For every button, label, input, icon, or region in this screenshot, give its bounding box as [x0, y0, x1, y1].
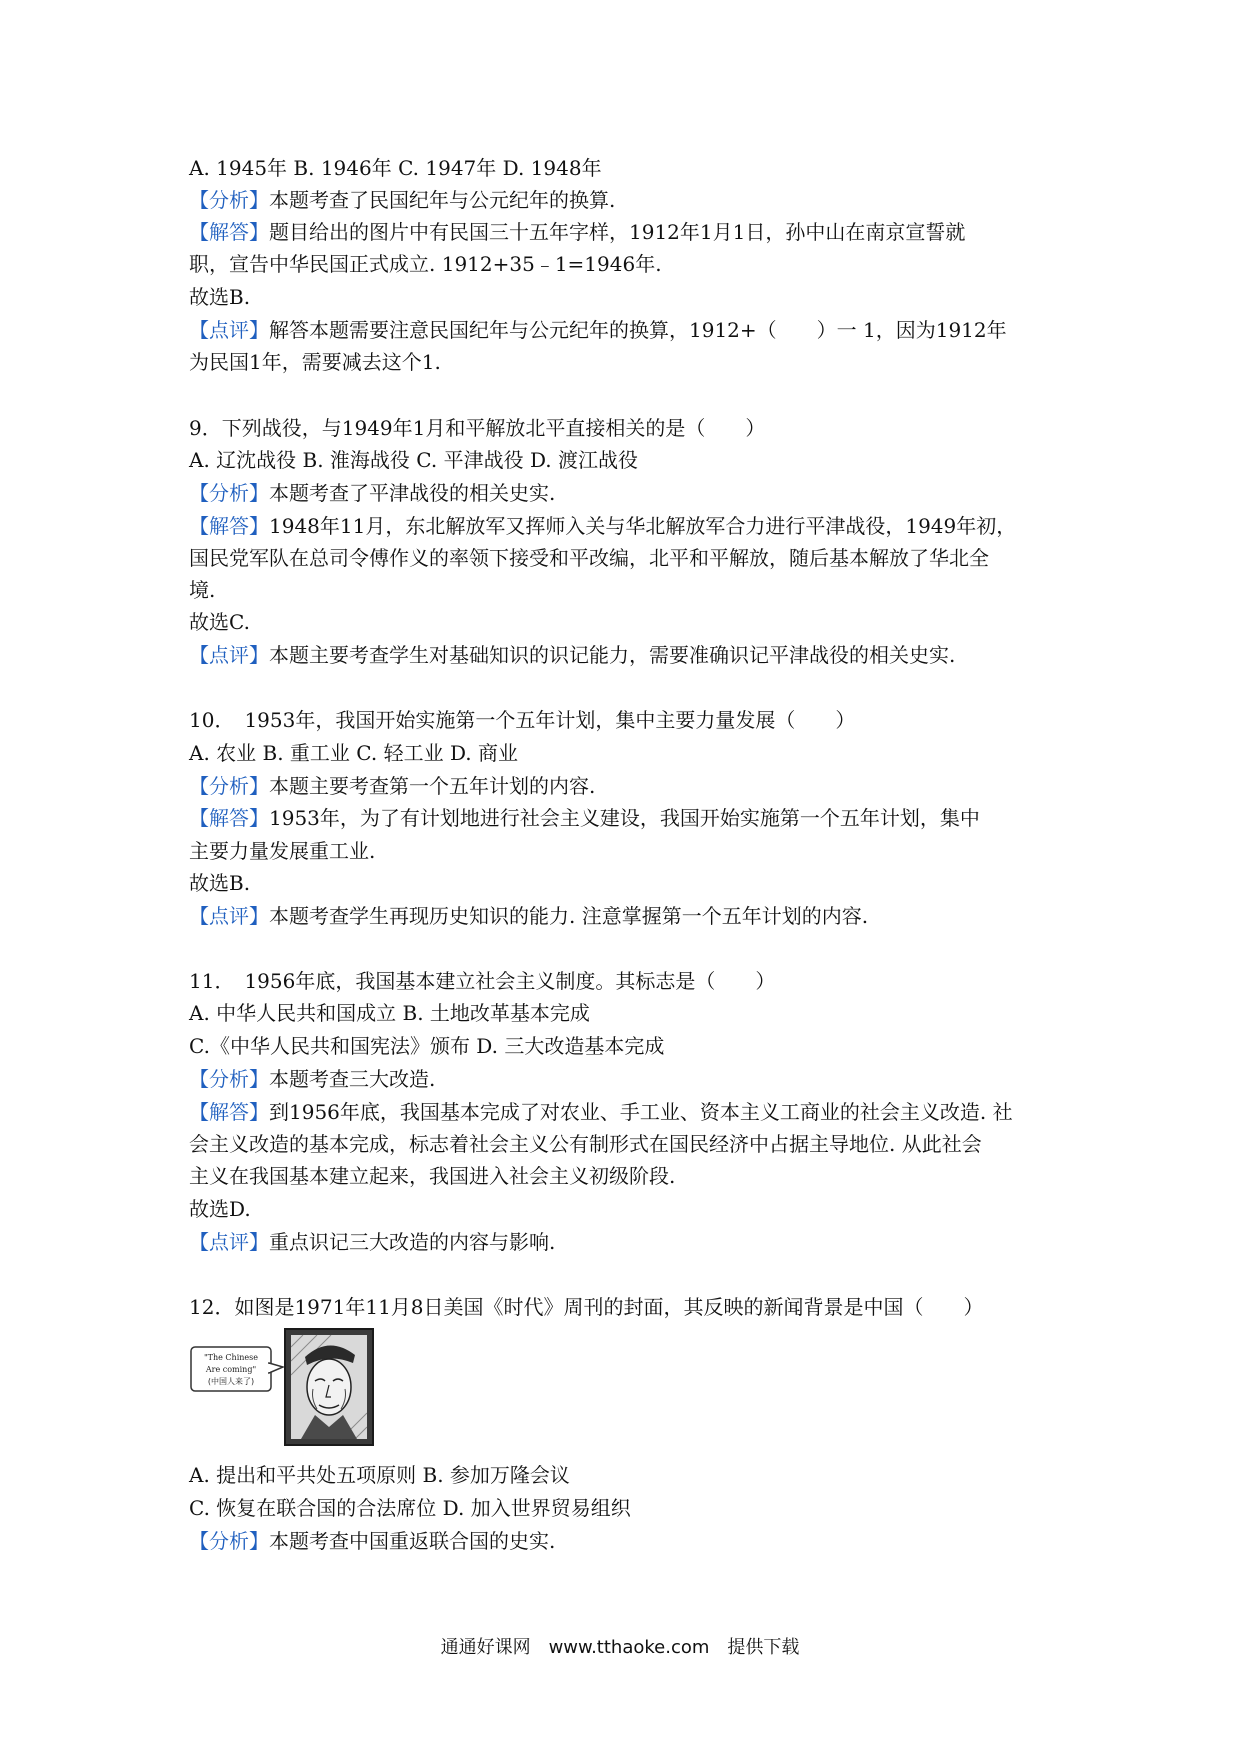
answer-text: 1948年11月，东北解放军又挥师入关与华北解放军合力进行平津战役，1949年初， — [269, 514, 1017, 538]
q8-options: A. 1945年 B. 1946年 C. 1947年 D. 1948年 — [189, 156, 602, 180]
answer-tag: 【解答】 — [189, 1100, 269, 1124]
q12-options-line-2: C. 恢复在联合国的合法席位 D. 加入世界贸易组织 — [189, 1496, 631, 1520]
q9-choice: 故选C. — [189, 610, 250, 634]
time-cover-illustration — [189, 1327, 375, 1447]
q12-analysis — [189, 1525, 1059, 1557]
q11-options-line-1: A. 中华人民共和国成立 B. 土地改革基本完成 — [189, 1001, 590, 1025]
q11-answer-line-1 — [189, 1096, 1059, 1128]
page-footer: 通通好课网 www.tthaoke.com 提供下载 — [440, 1637, 800, 1658]
answer-text: 到1956年底，我国基本完成了对农业、手工业、资本主义工商业的社会主义改造. 社 — [269, 1100, 1013, 1124]
analysis-text: 本题考查三大改造. — [269, 1067, 436, 1091]
q10-answer-line-2: 主要力量发展重工业. — [189, 839, 376, 863]
q11-options-line-2: C.《中华人民共和国宪法》颁布 D. 三大改造基本完成 — [189, 1034, 665, 1058]
q8-answer-line-2: 职，宣告中华民国正式成立. 1912+35﹣1=1946年. — [189, 252, 662, 276]
speech-bubble-tail — [269, 1363, 283, 1373]
bubble-text-1: "The Chinese — [203, 1353, 259, 1362]
analysis-text: 本题考查了平津战役的相关史实. — [269, 481, 556, 505]
q9-options: A. 辽沈战役 B. 淮海战役 C. 平津战役 D. 渡江战役 — [189, 448, 638, 472]
q11-comment — [189, 1226, 1059, 1258]
q9-answer-line-2: 国民党军队在总司令傅作义的率领下接受和平改编，北平和平解放，随后基本解放了华北全 — [189, 546, 989, 570]
q9-answer-line-3: 境. — [189, 578, 216, 602]
q11-answer-line-3: 主义在我国基本建立起来，我国进入社会主义初级阶段. — [189, 1164, 676, 1188]
time-magazine-cover-figure — [189, 1327, 375, 1447]
q8-comment-line-1 — [189, 314, 1059, 346]
q10-comment — [189, 900, 1059, 932]
analysis-tag: 【分析】 — [189, 1529, 269, 1553]
answer-tag: 【解答】 — [189, 220, 269, 244]
bubble-text-2: Are coming" — [205, 1365, 257, 1374]
q11-question: 11． 1956年底，我国基本建立社会主义制度。其标志是（ ） — [189, 969, 776, 993]
analysis-tag: 【分析】 — [189, 188, 269, 212]
comment-tag: 【点评】 — [189, 904, 269, 928]
q8-analysis — [189, 184, 1059, 216]
comment-tag: 【点评】 — [189, 643, 269, 667]
bubble-text-3: (中国人来了) — [207, 1377, 255, 1386]
q9-answer-line-1 — [189, 510, 1059, 542]
q9-analysis — [189, 477, 1059, 509]
q8-comment-line-2: 为民国1年，需要减去这个1. — [189, 350, 441, 374]
comment-text: 本题考查学生再现历史知识的能力. 注意掌握第一个五年计划的内容. — [269, 904, 869, 928]
answer-tag: 【解答】 — [189, 806, 269, 830]
answer-text: 1953年，为了有计划地进行社会主义建设，我国开始实施第一个五年计划，集中 — [269, 806, 980, 830]
q11-answer-line-2: 会主义改造的基本完成，标志着社会主义公有制形式在国民经济中占据主导地位. 从此社会 — [189, 1132, 982, 1156]
analysis-tag: 【分析】 — [189, 481, 269, 505]
answer-text: 题目给出的图片中有民国三十五年字样，1912年1月1日，孙中山在南京宣誓就 — [269, 220, 966, 244]
analysis-tag: 【分析】 — [189, 1067, 269, 1091]
q8-answer-line-1 — [189, 216, 1059, 248]
comment-tag: 【点评】 — [189, 1230, 269, 1254]
analysis-text: 本题考查中国重返联合国的史实. — [269, 1529, 556, 1553]
q10-question: 10． 1953年，我国开始实施第一个五年计划，集中主要力量发展（ ） — [189, 708, 856, 732]
comment-text: 解答本题需要注意民国纪年与公元纪年的换算，1912+（ ）一 1，因为1912年 — [269, 318, 1007, 342]
q9-question: 9．下列战役，与1949年1月和平解放北平直接相关的是（ ） — [189, 416, 766, 440]
q11-analysis — [189, 1063, 1059, 1095]
q11-choice: 故选D. — [189, 1197, 251, 1221]
analysis-text: 本题考查了民国纪年与公元纪年的换算. — [269, 188, 616, 212]
q10-options: A. 农业 B. 重工业 C. 轻工业 D. 商业 — [189, 741, 518, 765]
comment-text: 本题主要考查学生对基础知识的识记能力，需要准确识记平津战役的相关史实. — [269, 643, 956, 667]
analysis-text: 本题主要考查第一个五年计划的内容. — [269, 774, 596, 798]
analysis-tag: 【分析】 — [189, 774, 269, 798]
q10-analysis — [189, 770, 1059, 802]
q12-options-line-1: A. 提出和平共处五项原则 B. 参加万隆会议 — [189, 1463, 570, 1487]
q12-question: 12．如图是1971年11月8日美国《时代》周刊的封面，其反映的新闻背景是中国（ ） — [189, 1295, 984, 1319]
q9-comment — [189, 639, 1059, 671]
comment-tag: 【点评】 — [189, 318, 269, 342]
q10-choice: 故选B. — [189, 871, 251, 895]
comment-text: 重点识记三大改造的内容与影响. — [269, 1230, 556, 1254]
q8-choice: 故选B. — [189, 285, 251, 309]
q10-answer-line-1 — [189, 802, 1059, 834]
answer-tag: 【解答】 — [189, 514, 269, 538]
